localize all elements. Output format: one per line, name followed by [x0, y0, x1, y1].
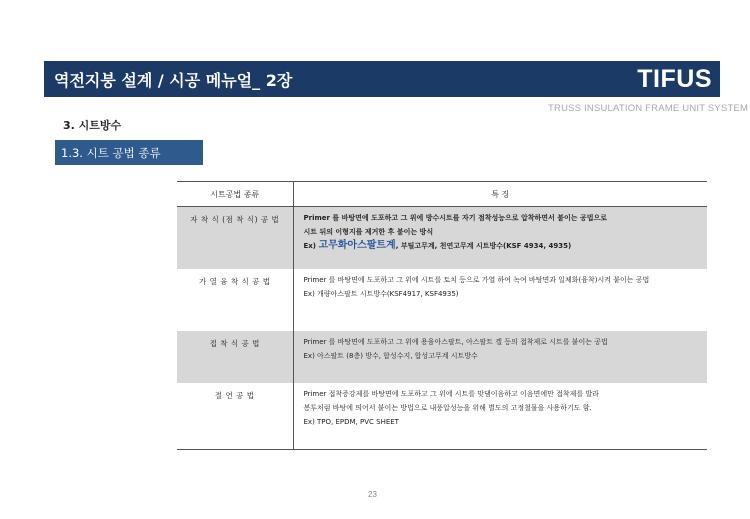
example-rest: , 부틸고무계, 천연고무계 시트방수(KSF 4934, 4935) [395, 242, 572, 250]
method-type-cell: 절 연 공 법 [177, 383, 293, 450]
table-header-row [177, 182, 707, 207]
method-description-cell [293, 331, 707, 383]
page-number: 23 [368, 490, 377, 499]
section-heading: 3. 시트방수 [63, 119, 122, 132]
method-type-cell: 자 착 식 (점 착 식) 공 법 [177, 207, 293, 270]
description-line: Primer 를 바탕면에 도포하고 그 위에 방수시트를 자기 점착성능으로 압착하면서 붙이는 공법으로 [303, 214, 607, 222]
column-header-type: 시트공법 종류 [177, 182, 293, 207]
example-line: Ex) 개량아스팔트 시트방수(KSF4917, KSF4935) [303, 290, 459, 298]
description-line: Primer 를 바탕면에 도포하고 그 위에 시트를 토치 등으로 가열 하여 녹여 바탕면과 일체화(융착)시켜 붙이는 공법 [303, 276, 650, 284]
method-type-cell: 접 착 식 공 법 [177, 331, 293, 383]
example-prefix: Ex) [303, 242, 319, 250]
description-line: 시트 뒤의 이형지를 제거한 후 붙이는 방식 [303, 228, 434, 236]
method-description-cell [293, 269, 707, 331]
description-line: Primer 접착증강제를 바탕면에 도포하고 그 위에 시트를 맞댐이음하고 이음면에만 접착제를 발라 [303, 390, 599, 398]
header-band [44, 61, 720, 97]
example-line: Ex) TPO, EPDM, PVC SHEET [303, 418, 399, 426]
description-line: 봉투처럼 바탕에 띄어서 붙이는 방법으로 내풍압성능을 위해 별도의 고정철물을 사용하기도 함. [303, 404, 592, 412]
example-line [304, 239, 708, 253]
subsection-box [55, 140, 203, 165]
table-row [177, 269, 707, 331]
brand-subtitle: TRUSS INSULATION FRAME UNIT SYSTEM [548, 103, 749, 114]
description-line: Primer 를 바탕면에 도포하고 그 위에 용융아스팔트, 아스팔트 겔 등의 접착제로 시트를 붙이는 공법 [303, 338, 608, 346]
method-description-cell [293, 207, 707, 270]
example-line: Ex) 아스팔트 (8층) 방수, 합성수지, 합성고무계 시트방수 [303, 352, 478, 360]
subsection-heading: 1.3. 시트 공법 종류 [61, 146, 161, 160]
table-row [177, 207, 707, 270]
sheet-method-table [177, 181, 707, 450]
table-row [177, 383, 707, 450]
document-title: 역전지붕 설계 / 시공 메뉴얼_ 2장 [54, 71, 293, 90]
table-row [177, 331, 707, 383]
method-description-cell [293, 383, 707, 450]
column-header-features: 특 징 [293, 182, 707, 207]
method-type-cell: 가 열 융 착 식 공 법 [177, 269, 293, 331]
example-highlight: 고무화아스팔트계 [318, 240, 396, 251]
brand-logo: TIFUS [637, 65, 712, 93]
